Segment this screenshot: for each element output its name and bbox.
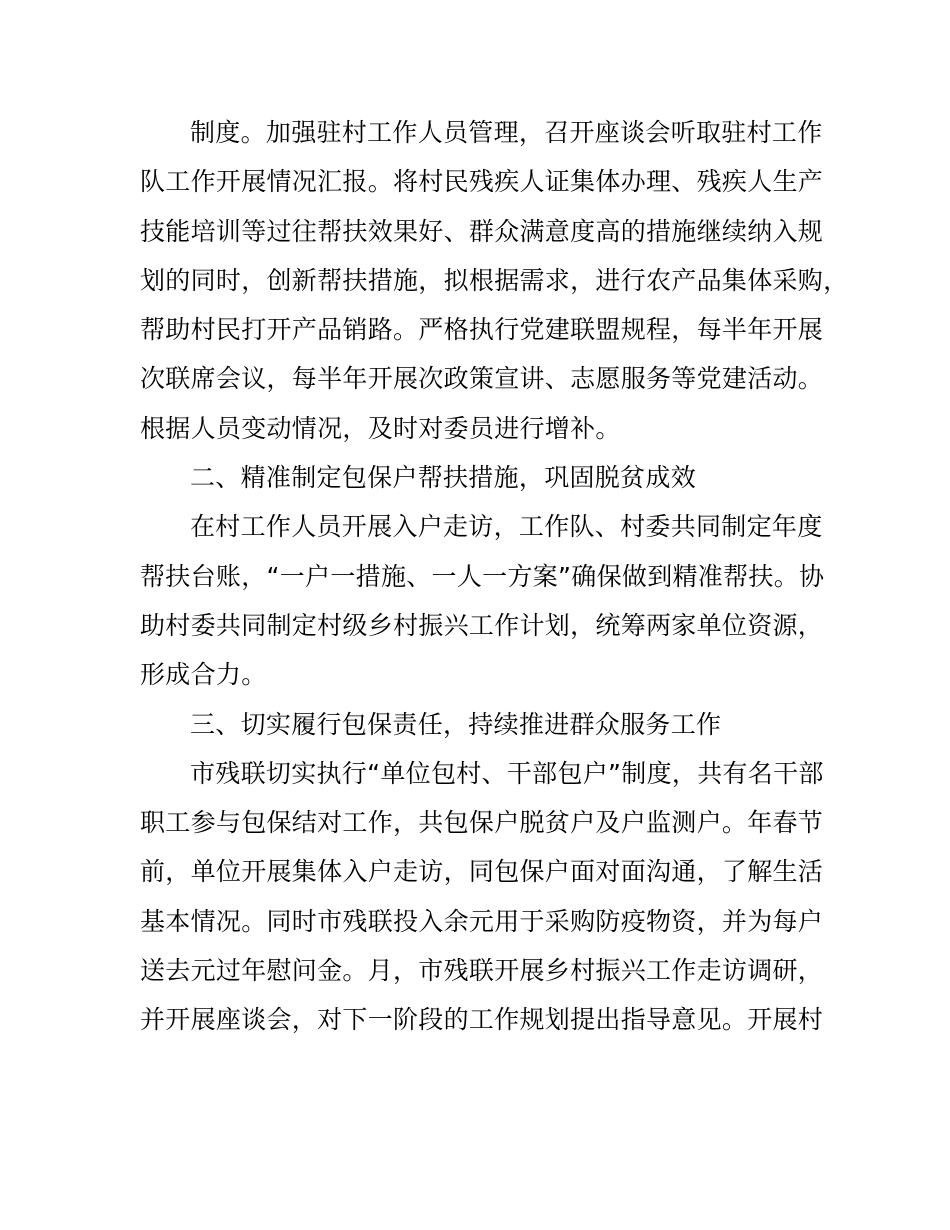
- paragraph-line: 基本情况。同时市残联投入余元用于采购防疫物资，并为每户: [140, 906, 824, 936]
- paragraph-line: 根据人员变动情况，及时对委员进行增补。: [140, 413, 621, 443]
- paragraph-line: 送去元过年慰问金。月，市残联开展乡村振兴工作走访调研，: [140, 956, 824, 986]
- paragraph-line: 制度。加强驻村工作人员管理，召开座谈会听取驻村工作: [190, 118, 823, 147]
- paragraph-line: 技能培训等过往帮扶效果好、群众满意度高的措施继续纳入规: [140, 216, 824, 246]
- document-body: [140, 108, 849, 1045]
- paragraph-line: 市残联切实执行“单位包村、干部包户”制度，共有名干部: [190, 758, 824, 788]
- section-heading-2: 二、精准制定包保户帮扶措施，巩固脱贫成效: [190, 463, 697, 493]
- paragraph-line: 帮助村民打开产品销路。严格执行党建联盟规程，每半年开展: [140, 315, 824, 345]
- paragraph-line: 次联席会议，每半年开展次政策宣讲、志愿服务等党建活动。: [140, 364, 824, 394]
- section-heading-3: 三、切实履行包保责任，持续推进群众服务工作: [190, 709, 722, 739]
- paragraph-line: 在村工作人员开展入户走访，工作队、村委共同制定年度: [190, 512, 823, 542]
- paragraph-line: 助村委共同制定村级乡村振兴工作计划，统筹两家单位资源，: [140, 610, 824, 640]
- paragraph-line: 帮扶台账，“一户一措施、一人一方案”确保做到精准帮扶。协: [140, 561, 825, 591]
- paragraph-line: 划的同时，创新帮扶措施，拟根据需求，进行农产品集体采购，: [140, 265, 849, 295]
- paragraph-line: 职工参与包保结对工作，共包保户脱贫户及户监测户。年春节: [140, 808, 824, 838]
- paragraph-line: 队工作开展情况汇报。将村民残疾人证集体办理、残疾人生产: [140, 167, 824, 197]
- paragraph-line: 形成合力。: [140, 660, 267, 690]
- paragraph-line: 并开展座谈会，对下一阶段的工作规划提出指导意见。开展村: [140, 1005, 824, 1035]
- paragraph-line: 前，单位开展集体入户走访，同包保户面对面沟通，了解生活: [140, 857, 824, 887]
